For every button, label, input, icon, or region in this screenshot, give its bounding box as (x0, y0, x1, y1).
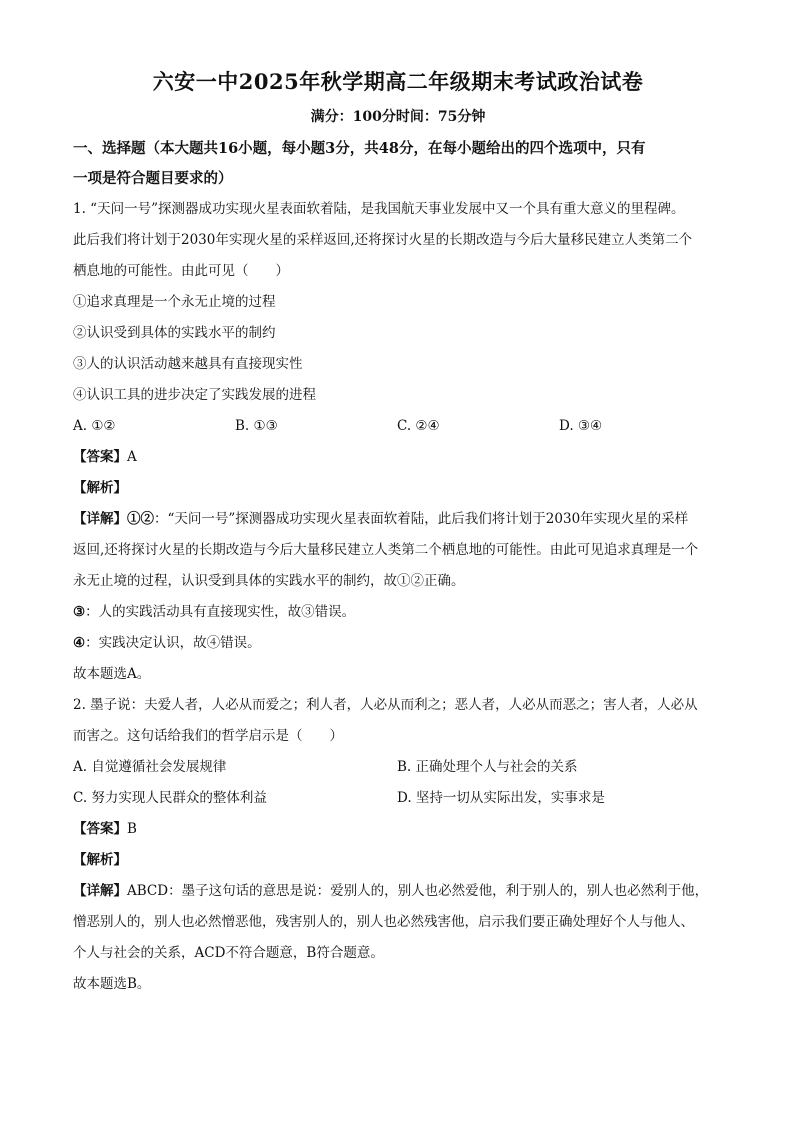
q2-answer-value: B (127, 821, 137, 837)
q1-detail-item-4 (73, 628, 723, 659)
q1-stem-line-1: 1. “天问一号”探测器成功实现火星表面软着陆，是我国航天事业发展中又一个具有重大意义的里程碑。 (73, 201, 685, 217)
q2-detail-line-1 (73, 876, 723, 907)
question-1 (73, 194, 723, 690)
q2-options-row-1 (73, 752, 723, 783)
q2-answer (73, 814, 723, 845)
q1-detail-line-1 (73, 504, 723, 535)
q1-detail-line-3: 永无止境的过程，认识受到具体的实践水平的制约，故①②正确。 (73, 573, 465, 589)
q1-statement-4: ④认识工具的进步决定了实践发展的进程 (73, 387, 316, 403)
q1-option-b: B. ①③ (235, 418, 278, 434)
q2-stem-line-1: 2. 墨子说：夫爱人者，人必从而爱之；利人者，人必从而利之；恶人者，人必从而恶之；害人者，人必从 (73, 697, 698, 713)
q1-analysis-tag: 【解析】 (73, 480, 127, 496)
q1-detail-marker-4: ④ (73, 635, 86, 651)
q1-detail-tag: 【详解】 (73, 511, 127, 527)
q1-answer (73, 442, 723, 473)
q1-detail-line-2: 返回,还将探讨火星的长期改造与今后大量移民建立人类第二个栖息地的可能性。由此可见追求真理是一个 (73, 542, 699, 558)
q1-detail-item-3 (73, 597, 723, 628)
q2-detail-tag: 【详解】 (73, 883, 127, 899)
q2-options-row-2 (73, 783, 723, 814)
q1-statement-3: ③人的认识活动越来越具有直接现实性 (73, 356, 303, 372)
q2-detail-text-1: ABCD：墨子这句话的意思是说：爱别人的，别人也必然爱他，利于别人的，别人也必然利于他， (127, 883, 709, 899)
exam-info: 满分：100分时间：75分钟 (310, 109, 486, 125)
q1-stem-line-2: 此后我们将计划于2030年实现火星的采样返回,还将探讨火星的长期改造与今后大量移民建立人类第二个 (73, 232, 693, 248)
section-heading (73, 134, 723, 194)
question-2 (73, 690, 723, 1000)
q2-option-d: D. 坚持一切从实际出发，实事求是 (397, 790, 605, 806)
q1-stem-line-3: 栖息地的可能性。由此可见（ ） (73, 263, 289, 279)
q1-statement-1: ①追求真理是一个永无止境的过程 (73, 294, 276, 310)
q1-conclusion: 故本题选A。 (73, 666, 151, 682)
q1-detail-marker-12: ①② (127, 511, 154, 527)
section-heading-line-2: 一项是符合题目要求的） (73, 170, 233, 187)
q1-detail-text-3: ：人的实践活动具有直接现实性，故③错误。 (85, 604, 356, 620)
q1-answer-tag: 【答案】 (73, 449, 127, 465)
q2-answer-tag: 【答案】 (73, 821, 127, 837)
q2-detail-line-2: 憎恶别人的，别人也必然憎恶他，残害别人的，别人也必然残害他，启示我们要正确处理好个人与他人、 (73, 914, 694, 930)
q2-option-a: A. 自觉遵循社会发展规律 (73, 759, 227, 775)
q2-option-c: C. 努力实现人民群众的整体利益 (73, 790, 267, 806)
q1-detail-marker-3: ③ (73, 604, 86, 620)
q1-statement-2: ②认识受到具体的实践水平的制约 (73, 325, 276, 341)
q2-option-b: B. 正确处理个人与社会的关系 (397, 759, 578, 775)
q1-detail-text-1: ：“天问一号”探测器成功实现火星表面软着陆，此后我们将计划于2030年实现火星的采样 (154, 511, 689, 527)
q2-detail-line-3: 个人与社会的关系，ACD不符合题意，B符合题意。 (73, 945, 384, 961)
page-title: 六安一中2025年秋学期高二年级期末考试政治试卷 (152, 69, 644, 94)
q1-option-c: C. ②④ (397, 418, 440, 434)
q1-option-a: A. ①② (73, 418, 116, 434)
q1-option-d: D. ③④ (559, 418, 603, 434)
q1-detail-text-4: ：实践决定认识，故④错误。 (85, 635, 261, 651)
q2-conclusion: 故本题选B。 (73, 976, 151, 992)
q2-analysis-tag: 【解析】 (73, 852, 127, 868)
q2-stem-line-2: 而害之。这句话给我们的哲学启示是（ ） (73, 728, 343, 744)
exam-page (73, 64, 723, 1000)
section-heading-line-1: 一、选择题（本大题共16小题，每小题3分，共48分，在每小题给出的四个选项中，只有 (73, 140, 646, 157)
q1-options (73, 411, 723, 442)
q1-answer-value: A (127, 449, 137, 465)
